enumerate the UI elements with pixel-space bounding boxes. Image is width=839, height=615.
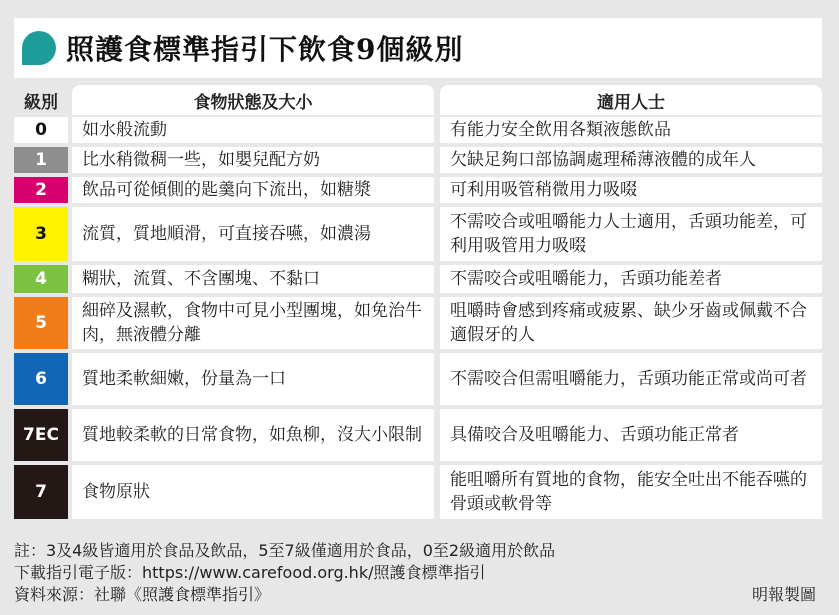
level-badge: 2 bbox=[14, 177, 68, 203]
level-badge: 4 bbox=[14, 265, 68, 293]
table-row bbox=[14, 147, 822, 173]
table-row bbox=[14, 117, 822, 143]
speech-bubble-icon bbox=[22, 31, 56, 65]
description-cell: 食物原狀 bbox=[72, 465, 434, 519]
users-cell: 欠缺足夠口部協調處理稀薄液體的成年人 bbox=[440, 147, 822, 173]
level-badge: 6 bbox=[14, 353, 68, 405]
table-header bbox=[14, 85, 822, 115]
infographic bbox=[14, 18, 822, 603]
level-badge: 1 bbox=[14, 147, 68, 173]
header-level: 級別 bbox=[24, 92, 58, 113]
users-cell: 能咀嚼所有質地的食物，能安全吐出不能吞嚥的骨頭或軟骨等 bbox=[440, 465, 822, 519]
level-badge: 7EC bbox=[14, 409, 68, 461]
users-cell: 不需咬合或咀嚼能力，舌頭功能差者 bbox=[440, 265, 822, 293]
level-badge: 0 bbox=[14, 117, 68, 143]
users-cell: 咀嚼時會感到疼痛或疲累、缺少牙齒或佩戴不合適假牙的人 bbox=[440, 297, 822, 349]
footer-note: 註：3及4級皆適用於食品及飲品，5至7級僅適用於食品，0至2級適用於飲品 bbox=[14, 541, 556, 560]
level-badge: 7 bbox=[14, 465, 68, 519]
description-cell: 流質，質地順滑，可直接吞嚥，如濃湯 bbox=[72, 207, 434, 261]
description-cell: 質地柔軟細嫩，份量為一口 bbox=[72, 353, 434, 405]
footer bbox=[14, 540, 822, 606]
footer-source: 資料來源：社聯《照護食標準指引》 bbox=[14, 585, 271, 604]
header-description: 食物狀態及大小 bbox=[72, 85, 434, 115]
users-cell: 有能力安全飲用各類液態飲品 bbox=[440, 117, 822, 143]
description-cell: 質地較柔軟的日常食物，如魚柳，沒大小限制 bbox=[72, 409, 434, 461]
header-users: 適用人士 bbox=[440, 85, 822, 115]
footer-credit: 明報製圖 bbox=[751, 585, 816, 604]
table-row bbox=[14, 207, 822, 261]
table-row bbox=[14, 297, 822, 349]
level-badge: 3 bbox=[14, 207, 68, 261]
level-badge: 5 bbox=[14, 297, 68, 349]
table-row bbox=[14, 465, 822, 519]
users-cell: 可利用吸管稍微用力吸啜 bbox=[440, 177, 822, 203]
page-title: 照護食標準指引下飲食9個級別 bbox=[66, 33, 464, 66]
table-row bbox=[14, 177, 822, 203]
description-cell: 如水般流動 bbox=[72, 117, 434, 143]
title-bar bbox=[14, 18, 822, 78]
users-cell: 不需咬合但需咀嚼能力，舌頭功能正常或尚可者 bbox=[440, 353, 822, 405]
table-row bbox=[14, 409, 822, 461]
users-cell: 具備咬合及咀嚼能力、舌頭功能正常者 bbox=[440, 409, 822, 461]
description-cell: 飲品可從傾側的匙羹向下流出，如糖漿 bbox=[72, 177, 434, 203]
table-row bbox=[14, 265, 822, 293]
footer-download-link[interactable]: 下載指引電子版：https://www.carefood.org.hk/照護食標準指引 bbox=[14, 563, 486, 582]
users-cell: 不需咬合或咀嚼能力人士適用，舌頭功能差，可利用吸管用力吸啜 bbox=[440, 207, 822, 261]
description-cell: 細碎及濕軟，食物中可見小型團塊，如免治牛肉，無液體分離 bbox=[72, 297, 434, 349]
table-row bbox=[14, 353, 822, 405]
description-cell: 糊狀，流質、不含團塊、不黏口 bbox=[72, 265, 434, 293]
description-cell: 比水稍微稠一些，如嬰兒配方奶 bbox=[72, 147, 434, 173]
